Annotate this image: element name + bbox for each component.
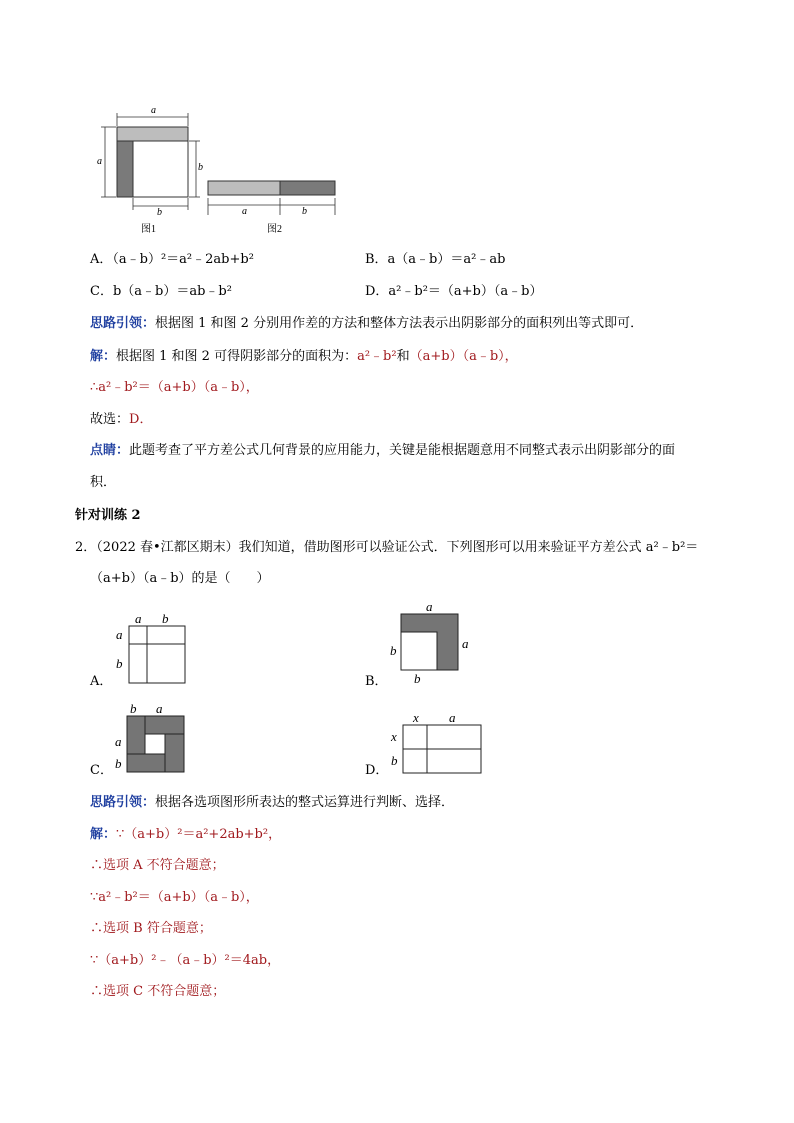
q1-solution-expr1: a²﹣b² xyxy=(357,349,397,364)
q2-solution-line-2: ∵a²﹣b²＝（a+b）（a﹣b）， xyxy=(90,890,259,905)
q2-stem-line2: （a+b）（a﹣b）的是（ ） xyxy=(90,571,270,586)
q2-hint-label: 思路引领： xyxy=(90,795,156,810)
q2-solution-line-3: ∴选项 B 符合题意； xyxy=(90,921,212,936)
q2-stem-line1: 2．（2022 春•江都区期末）我们知道，借助图形可以验证公式．下列图形可以用来验证平方差公式 a²﹣b²＝ xyxy=(75,540,699,555)
q2a-label-a-top: a xyxy=(135,611,142,626)
q2b-label-b-left: b xyxy=(390,643,397,658)
q2-solution-text-0: ∵（a+b）²＝a²+2ab+b²， xyxy=(116,827,282,842)
q2-figure-b xyxy=(385,600,485,690)
q2b-label-a-top: a xyxy=(426,599,433,614)
q1-hint-label: 思路引领： xyxy=(90,316,156,331)
q1-option-d: D．a²﹣b²＝（a+b）（a﹣b） xyxy=(365,284,543,299)
q2c-label-a-side: a xyxy=(115,734,122,749)
fig1-label-a-top: a xyxy=(151,105,156,116)
q2a-label-b-top: b xyxy=(162,611,169,626)
q1-hint xyxy=(90,316,643,332)
q2a-label-b-side: b xyxy=(116,656,123,671)
fig1-shaded-top-bar xyxy=(117,127,188,141)
q1-therefore: ∴a²﹣b²＝（a+b）（a﹣b）， xyxy=(90,380,259,395)
q2d-label-b-side: b xyxy=(391,753,398,768)
q2c-label-b-side: b xyxy=(115,756,122,771)
fig2-light-bar xyxy=(208,181,280,195)
q2-hint xyxy=(90,795,454,811)
q1-solution-and: 和 xyxy=(396,349,410,364)
fig1-white-square xyxy=(133,141,188,197)
q2-solution-line-1: ∴选项 A 不符合题意； xyxy=(90,858,225,873)
q1-choose-text: 故选： xyxy=(90,412,130,427)
fig1-label-a-left: a xyxy=(97,156,102,167)
fig2-caption: 图2 xyxy=(267,224,282,235)
q2-solution-line-5: ∴选项 C 不符合题意； xyxy=(90,984,226,999)
q2d-label-a-top: a xyxy=(449,710,456,725)
q2-figure-a xyxy=(110,610,200,690)
q2-option-a-label: A． xyxy=(90,674,113,689)
q2-solution-line-0 xyxy=(90,827,281,843)
q2-option-c-label: C． xyxy=(90,763,113,778)
q2-option-b-label: B． xyxy=(365,674,388,689)
q1-comment-label: 点睛： xyxy=(90,443,130,458)
section-title: 针对训练 2 xyxy=(75,508,141,523)
q2b-label-a-right: a xyxy=(462,636,469,651)
figure-2 xyxy=(205,175,345,240)
q2b-label-b-bottom: b xyxy=(414,671,421,686)
q1-option-a: A．（a﹣b）²＝a²﹣2ab+b² xyxy=(90,252,254,267)
q2-solution-line-4: ∵（a+b）²﹣（a﹣b）²＝4ab， xyxy=(90,953,281,968)
fig1-caption: 图1 xyxy=(141,224,156,235)
q2d-label-x-top: x xyxy=(413,710,419,725)
q2-figure-c xyxy=(110,700,200,780)
q1-choose-answer: D． xyxy=(129,412,153,427)
q1-comment-line2: 积． xyxy=(90,475,117,490)
q1-comment-line1: 此题考查了平方差公式几何背景的应用能力，关键是能根据题意用不同整式表示出阴影部分的面 xyxy=(129,443,676,458)
q1-solution-label: 解： xyxy=(90,349,117,364)
q1-hint-text: 根据图 1 和图 2 分别用作差的方法和整体方法表示出阴影部分的面积列出等式即可． xyxy=(155,316,644,331)
q1-option-c: C．b（a﹣b）＝ab﹣b² xyxy=(90,284,232,299)
q1-choose xyxy=(90,412,152,428)
q2-hint-text: 根据各选项图形所表达的整式运算进行判断、选择． xyxy=(155,795,455,810)
q1-solution-expr2: （a+b）（a﹣b）， xyxy=(409,349,518,364)
q2d-label-x-side: x xyxy=(391,729,397,744)
q1-comment xyxy=(90,443,675,459)
fig2-label-a: a xyxy=(242,206,247,217)
q2-option-d-label: D． xyxy=(365,763,389,778)
fig1-shaded-left-bar xyxy=(117,141,133,197)
fig2-dark-bar xyxy=(280,181,335,195)
q1-solution-text: 根据图 1 和图 2 可得阴影部分的面积为： xyxy=(116,349,358,364)
q1-option-b: B．a（a﹣b）＝a²﹣ab xyxy=(365,252,506,267)
fig1-label-b-bottom: b xyxy=(157,207,162,218)
fig1-label-b-right: b xyxy=(198,162,203,173)
fig2-label-b: b xyxy=(302,206,307,217)
q1-solution xyxy=(90,349,518,365)
q2-figure-d xyxy=(385,708,495,783)
q2-solution-label: 解： xyxy=(90,827,117,842)
q2c-label-a-top: a xyxy=(156,701,163,716)
q2a-label-a-side: a xyxy=(116,627,123,642)
q2c-label-b-top: b xyxy=(130,701,137,716)
